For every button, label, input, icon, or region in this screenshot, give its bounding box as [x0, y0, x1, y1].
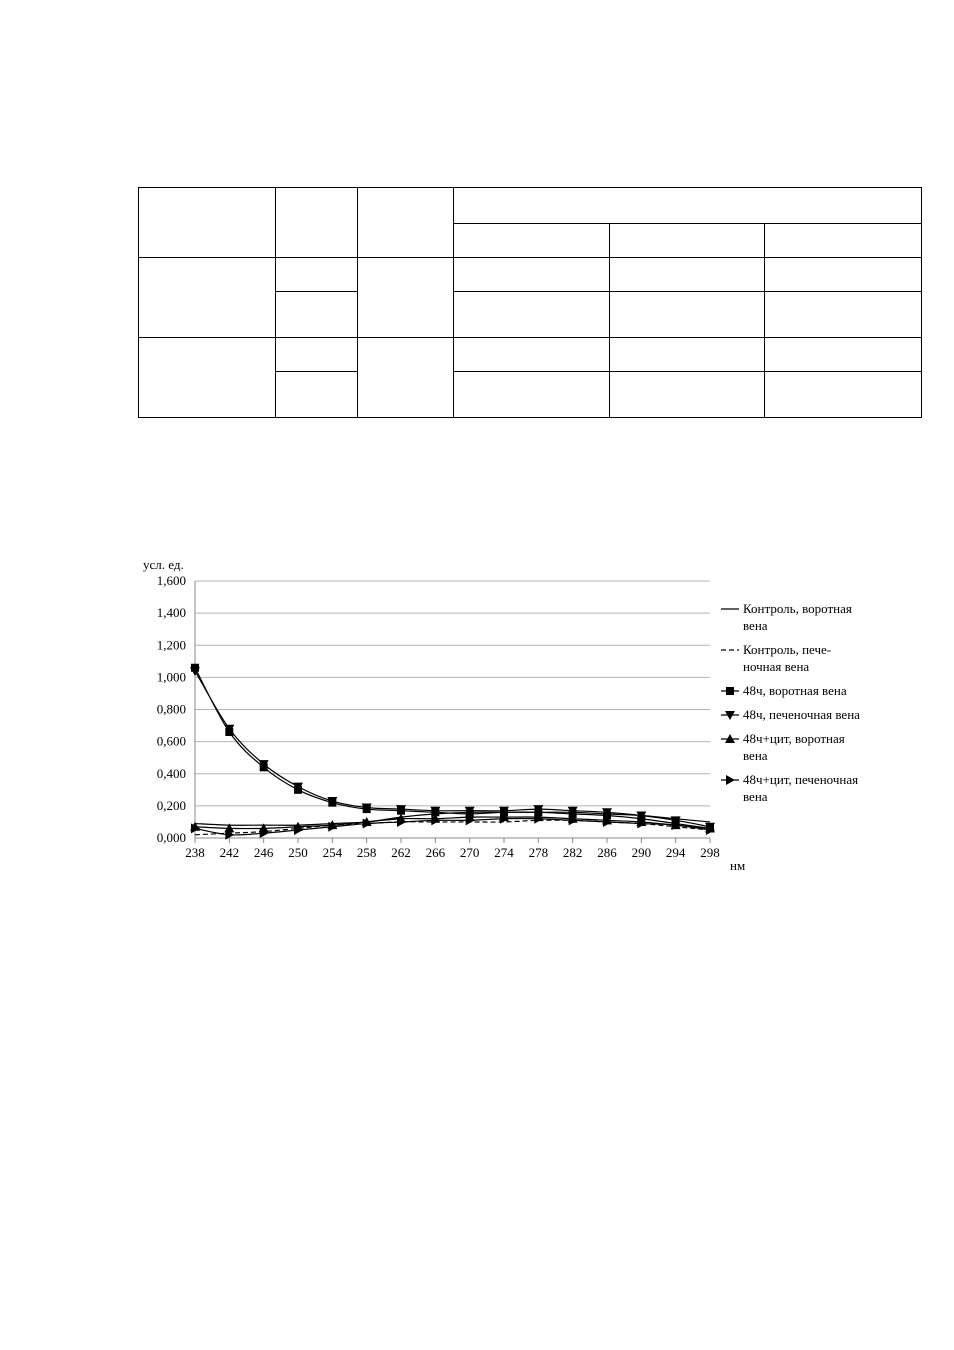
x-tick-label: 270 — [459, 845, 480, 860]
y-tick-label: 1,000 — [156, 669, 186, 685]
series-line — [195, 668, 710, 829]
legend-item-3 — [721, 683, 847, 698]
table-cell — [276, 372, 358, 418]
table-cell — [358, 338, 454, 418]
legend-label: вена — [743, 748, 768, 763]
legend-item-5 — [721, 731, 845, 763]
legend-label: ночная вена — [743, 659, 810, 674]
legend-label: Контроль, пече- — [743, 642, 832, 657]
table-cell — [765, 372, 922, 418]
table-cell — [454, 338, 610, 372]
x-tick-label: 262 — [391, 845, 411, 860]
x-tick-label: 278 — [528, 845, 549, 860]
x-tick-label: 266 — [425, 845, 446, 860]
y-tick-label: 1,400 — [156, 605, 186, 621]
y-tick-label: 0,200 — [156, 797, 186, 813]
legend — [721, 601, 860, 804]
table-cell — [610, 292, 765, 338]
y-axis-label: усл. ед. — [143, 557, 184, 572]
y-tick-label: 0,800 — [156, 701, 186, 717]
table-cell — [610, 224, 765, 258]
x-tick-label: 274 — [494, 845, 514, 860]
x-axis-label: нм — [730, 858, 746, 873]
legend-label: Контроль, воротная — [743, 601, 852, 616]
x-tick-label: 254 — [322, 845, 343, 860]
x-tick-label: 246 — [253, 845, 274, 860]
table-cell — [276, 338, 358, 372]
legend-label: 48ч, воротная вена — [743, 683, 847, 698]
empty-data-table — [138, 187, 922, 418]
legend-label: вена — [743, 789, 768, 804]
line-chart — [130, 550, 910, 890]
series-4 — [190, 667, 715, 832]
y-tick-label: 1,200 — [156, 637, 186, 653]
table-cell — [454, 188, 922, 224]
x-tick-label: 294 — [665, 845, 686, 860]
table-cell — [276, 188, 358, 258]
x-tick-label: 298 — [700, 845, 720, 860]
y-tick-label: 1,600 — [156, 573, 186, 588]
series-group — [190, 664, 715, 840]
series-line — [195, 671, 710, 827]
y-tick-label: 0,000 — [156, 830, 186, 845]
table-cell — [454, 292, 610, 338]
x-axis-ticks — [185, 838, 720, 860]
table-cell — [139, 338, 276, 418]
y-axis-ticks — [157, 573, 186, 845]
table-cell — [765, 258, 922, 292]
x-tick-label: 258 — [356, 845, 377, 860]
legend-label: 48ч, печеночная вена — [743, 707, 860, 722]
legend-marker — [726, 775, 735, 785]
series-3 — [191, 664, 714, 833]
table-cell — [139, 188, 276, 258]
legend-label: вена — [743, 618, 768, 633]
table-cell — [454, 372, 610, 418]
legend-marker — [726, 687, 734, 695]
legend-label: 48ч+цит, печеночная — [743, 772, 859, 787]
x-tick-label: 282 — [562, 845, 583, 860]
table-cell — [610, 372, 765, 418]
table-cell — [610, 258, 765, 292]
legend-item-2 — [721, 642, 831, 674]
table-cell — [139, 258, 276, 338]
table-cell — [358, 258, 454, 338]
legend-item-6 — [721, 772, 858, 804]
table-cell — [276, 292, 358, 338]
table-cell — [610, 338, 765, 372]
table-cell — [358, 188, 454, 258]
table-cell — [454, 258, 610, 292]
legend-item-1 — [721, 601, 852, 633]
table-cell — [454, 224, 610, 258]
y-tick-label: 0,600 — [156, 733, 186, 749]
gridlines — [195, 581, 710, 806]
legend-item-4 — [721, 707, 860, 722]
table-cell — [765, 224, 922, 258]
table-cell — [276, 258, 358, 292]
x-tick-label: 250 — [288, 845, 308, 860]
table-cell — [765, 292, 922, 338]
table-cell — [765, 338, 922, 372]
y-tick-label: 0,400 — [156, 765, 186, 781]
x-tick-label: 286 — [597, 845, 617, 860]
legend-label: 48ч+цит, воротная — [743, 731, 845, 746]
x-tick-label: 238 — [185, 845, 205, 860]
x-tick-label: 242 — [219, 845, 240, 860]
x-tick-label: 290 — [631, 845, 652, 860]
